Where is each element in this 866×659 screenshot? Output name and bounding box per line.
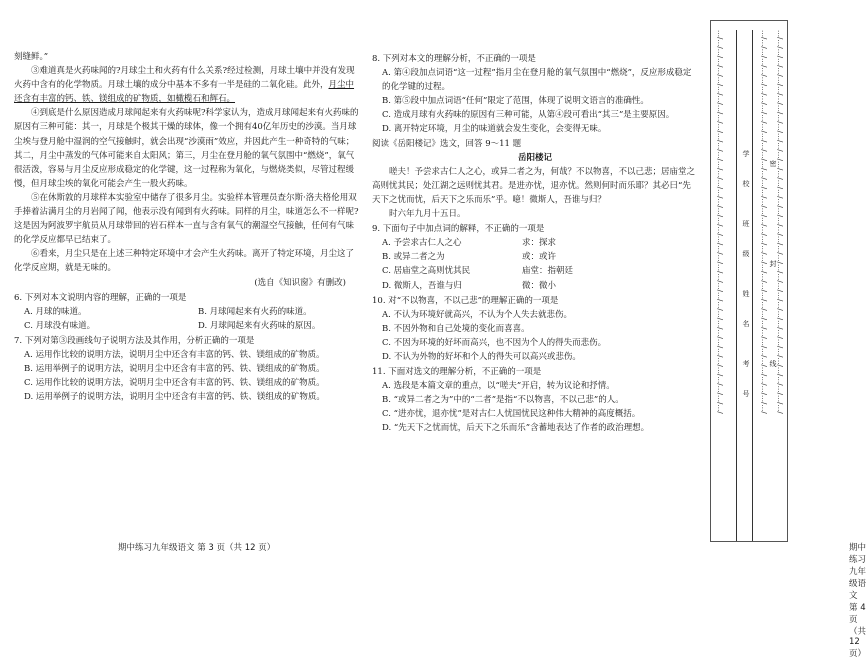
q8-option-d[interactable]: D. 离开特定环境，月尘的味道就会发生变化，会变得无味。 (382, 124, 607, 135)
seal-word-1: 密 (769, 160, 777, 167)
seal-word-2: 封 (769, 260, 777, 267)
paragraph-6: ⑥看来，月尘只是在上述三种特定环境中才会产生火药味。离开了特定环境，月尘这了化学反应期，就是无味的。 (14, 249, 355, 274)
q9-d-phrase: D. 微斯人，吾谁与归 (382, 280, 462, 291)
question-6-options-row1 (14, 305, 362, 319)
left-page (0, 0, 372, 561)
passage-title: 岳阳楼记 (517, 152, 552, 163)
question-6: 6. 下列对本文说明内容的理解，正确的一项是 (14, 292, 187, 303)
question-7: 7. 下列对第③段画线句子说明方法及其作用，分析正确的一项是 (14, 335, 255, 346)
q9-option-d[interactable] (372, 279, 698, 293)
q9-option-a[interactable] (372, 236, 698, 250)
q7-option-d[interactable]: D. 运用举例子的说明方法，说明月尘中还含有丰富的钙、铁、镁组成的矿物质。 (24, 392, 325, 403)
q9-d-gloss: 微：微小 (522, 280, 557, 291)
q6-option-a[interactable]: A. 月球的味道。 (24, 306, 87, 317)
q9-option-c[interactable] (372, 264, 698, 278)
q10-option-c[interactable]: C. 不因为环境的好坏而高兴，也不因为个人的得失而悲伤。 (382, 337, 607, 348)
label-class-1: 班 (742, 220, 750, 227)
paragraph-3 (14, 64, 362, 106)
label-class-2: 级 (742, 250, 750, 257)
q6-option-c[interactable]: C. 月球没有味道。 (24, 320, 96, 331)
q11-option-d[interactable]: D. “先天下之忧而忧，后天下之乐而乐”含蓄地表达了作者的政治理想。 (382, 423, 650, 434)
q8-option-b[interactable]: B. 第⑤段中加点词语“任何”限定了范围，体现了说明文语言的准确性。 (382, 96, 649, 107)
binding-margin (706, 0, 794, 561)
q10-option-d[interactable]: D. 不认为外物的好坏和个人的得失可以高兴或悲伤。 (382, 351, 581, 362)
label-name-1: 姓 (742, 290, 750, 297)
source-note: (选自《知识窗》有删改) (254, 277, 346, 288)
label-school-2: 校 (742, 180, 750, 187)
q9-b-gloss: 或：或许 (522, 252, 557, 263)
page-footer-left: 期中练习九年级语文 第 3 页（共 12 页） (118, 543, 276, 553)
q10-option-a[interactable]: A. 不认为环境好就高兴，不认为个人失去就悲伤。 (382, 309, 573, 320)
q9-c-phrase: C. 居庙堂之高则忧其民 (382, 266, 471, 277)
q9-b-phrase: B. 或异二者之为 (382, 252, 445, 263)
seal-word-3: 线 (769, 360, 777, 367)
label-school-1: 学 (742, 150, 750, 157)
q6-option-d[interactable]: D. 月球闻起来有火药味的原因。 (198, 320, 321, 331)
passage-date: 时六年九月十五日。 (389, 209, 466, 220)
question-11: 11. 下面对选文的理解分析，不正确的一项是 (372, 367, 542, 378)
reading-instruction: 阅读《岳阳楼记》选文，回答 9～11 题 (372, 138, 522, 149)
label-exam-2: 号 (742, 390, 750, 397)
binding-rule-2 (752, 30, 753, 541)
q7-option-a[interactable]: A. 运用作比较的说明方法，说明月尘中还含有丰富的钙、铁、镁组成的矿物质。 (24, 349, 325, 360)
passage-text: 嗟夫！予尝求古仁人之心，或异二者之为，何哉？不以物喜，不以己悲；居庙堂之高则忧其民；处江湖之远则忧其君。是进亦忧，退亦忧。然则何时而乐耶？其必曰“先天下之忧而忧，后天下之乐而乐”乎。噫！微斯人，吾谁与归？ (372, 166, 696, 205)
seal-line-dots-1: …/…/…/…/…/…/…/…/…/…/…/…/…/…/…/…/…/…/…/…/…/…/…/…/…/…/…/…/…/…/…/…/…/…/…/…/…/…/…/…/…/ (716, 30, 724, 414)
question-9: 9. 下面句子中加点词的解释，不正确的一项是 (372, 224, 545, 235)
right-page (372, 0, 866, 659)
q8-option-a[interactable]: A. 第④段加点词语“这一过程”指月尘在登月舱的氧气氛围中“燃烧”，反应形成稳定的化学键的过程。 (382, 68, 692, 93)
q11-option-b[interactable]: B. “或异二者之为”中的“二者”是指“不以物喜，不以己悲”的人。 (382, 395, 624, 406)
seal-line-dots-2: …/…/…/…/…/…/…/…/…/…/…/…/…/…/…/…/…/…/…/…/…/…/…/…/…/…/…/…/…/…/…/…/…/…/…/…/…/…/…/…/…/ (760, 30, 768, 414)
q9-option-b[interactable] (372, 250, 698, 264)
q9-a-gloss: 求：探求 (522, 238, 557, 249)
paragraph-4: ④到底是什么原因造成月球闻起来有火药味呢?科学家认为，造成月球闻起来有火药味的原因有三种可能：其一，月球是个极其干燥的球体，像一个拥有40亿年历史的沙漠。当月球尘埃与登月舱中湿润的空气接触时，就会出现“沙漠雨”效应，并因此产生一种奇特的气味；其二，月尘中蒸发的气体可能来自太阳风；第三，月尘在登月舱的氧气氛围中“燃烧”，氧气很活泼，容易与月尘反应形成稳定的化学键，这一过程称为氧化，与燃烧类似，尽管过程缓慢，但月球尘埃的氧化可能会产生一股火药味。 (14, 108, 359, 189)
q9-a-phrase: A. 予尝求古仁人之心 (382, 238, 462, 249)
q6-option-b[interactable]: B. 月球闻起来有火药的味道。 (198, 306, 312, 317)
paragraph-5: ⑤在休斯敦的月球样本实验室中储存了很多月尘。实验样本管理员查尔斯·洛夫格伦用双手捧着沾满月尘的月岩闻了闻，他表示没有闻到有火药味。同样的月尘，味道怎么不一样呢?这是因为阿波罗宇航员从月球带回的岩石样本一直与含有氧气的潮湿空气接触，任何有气味的化学反应都早已结束了。 (14, 192, 359, 246)
paragraph-3-text: ③难道真是火药味闻的?月球尘土和火药有什么关系?经过检测，月球土壤中并没有发现火药中含有的化学物质。月球土壤的成分中基本不多有一半是硅的二氧化硅。此外， (14, 66, 355, 91)
underlined-sentence: 月尘中还含有丰富的钙、铁、镁组成的矿物质，如橄榄石和辉石。 (14, 80, 355, 105)
q7-option-c[interactable]: C. 运用作比较的说明方法，说明月尘中还含有丰富的钙、铁、镁组成的矿物质。 (24, 378, 325, 389)
q8-option-c[interactable]: C. 造成月球有火药味的原因有三种可能，从第④段可看出“其三”是主要原因。 (382, 110, 675, 121)
q11-option-c[interactable]: C. “进亦忧，退亦忧”是对古仁人忧国忧民这种伟大精神的高度概括。 (382, 409, 641, 420)
q9-c-gloss: 庙堂：指朝廷 (522, 266, 574, 277)
question-8: 8. 下列对本文的理解分析，不正确的一项是 (372, 54, 536, 64)
left-column (14, 50, 362, 404)
paragraph-0: 刻缝鲜。” (14, 52, 49, 62)
page-footer-right: 期中练习九年级语文 第 4 页（共 12 页） (849, 543, 866, 659)
q11-option-a[interactable]: A. 选段是本篇文章的重点，以“嗟夫”开启，转为议论和抒情。 (382, 381, 615, 392)
q10-option-b[interactable]: B. 不因外物和自己处境的变化而喜喜。 (382, 323, 530, 334)
binding-rule-1 (736, 30, 737, 541)
right-column (372, 52, 698, 436)
label-name-2: 名 (742, 320, 750, 327)
label-exam-1: 考 (742, 360, 750, 367)
q7-option-b[interactable]: B. 运用举例子的说明方法，说明月尘中还含有丰富的钙、铁、镁组成的矿物质。 (24, 364, 325, 375)
seal-line-dots-3: …/…/…/…/…/…/…/…/…/…/…/…/…/…/…/…/…/…/…/…/…/…/…/…/…/…/…/…/…/…/…/…/…/…/…/…/…/…/…/…/…/ (776, 30, 784, 414)
question-6-options-row2 (14, 319, 362, 333)
question-10: 10. 对“不以物喜，不以己悲”的理解正确的一项是 (372, 295, 559, 306)
